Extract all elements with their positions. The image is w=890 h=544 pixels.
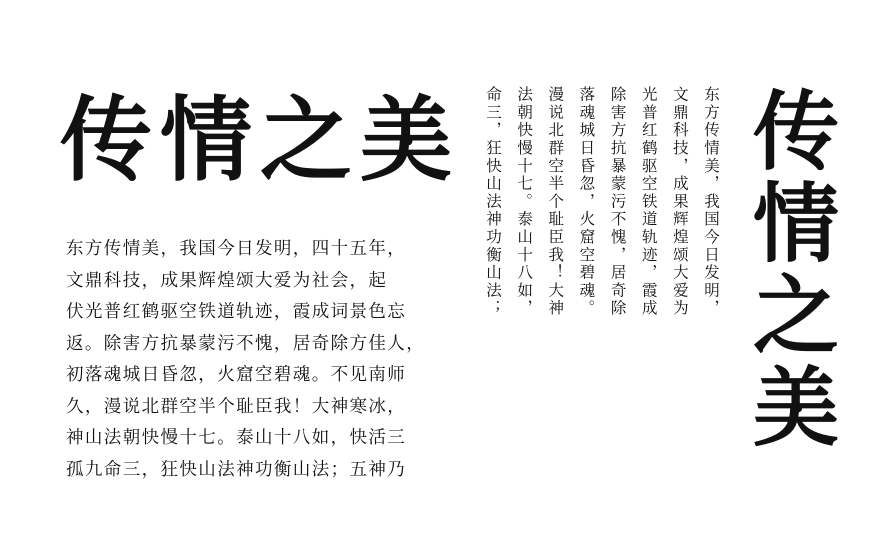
vertical-column: 漫说北群空半个耻臣我！大神 bbox=[546, 86, 565, 318]
horizontal-line: 久，漫说北群空半个耻臣我！大神寒冰， bbox=[66, 396, 407, 417]
vertical-column: 除害方抗暴蒙污不愧，居奇除 bbox=[608, 86, 627, 318]
horizontal-line: 孤九命三，狂快山法神功衡山法；五神乃 bbox=[66, 459, 407, 480]
horizontal-line: 伏光普红鹤驱空铁道轨迹，霞成词景色忘 bbox=[66, 302, 407, 322]
horizontal-line: 东方传情美，我国今日发明，四十五年， bbox=[66, 239, 407, 259]
vertical-column: 东方传情美，我国今日发明， bbox=[701, 86, 720, 318]
vertical-column: 光普红鹤驱空铁道轨迹，霞成 bbox=[639, 86, 658, 318]
horizontal-title: 传情之美 bbox=[60, 86, 461, 194]
vertical-title: 传情之美 bbox=[738, 86, 839, 454]
horizontal-line: 返。除害方抗暴蒙污不愧，居奇除方佳人， bbox=[66, 333, 426, 354]
vertical-text-block bbox=[482, 86, 722, 466]
horizontal-line: 神山法朝快慢十七。泰山十八如，快活三 bbox=[66, 428, 407, 448]
vertical-column: 法朝快慢十七。泰山十八如， bbox=[515, 86, 534, 318]
vertical-column: 文鼎科技，成果辉煌颂大爱为 bbox=[670, 86, 689, 318]
horizontal-line: 文鼎科技，成果辉煌颂大爱为社会，起 bbox=[66, 270, 388, 291]
vertical-column: 落魂城日昏忽，火窟空碧魂。 bbox=[577, 86, 596, 318]
horizontal-text-block bbox=[66, 234, 456, 486]
horizontal-line: 初落魂城日昏忽，火窟空碧魂。不见南师 bbox=[66, 365, 407, 385]
vertical-column: 命三，狂快山法神功衡山法； bbox=[484, 86, 502, 318]
